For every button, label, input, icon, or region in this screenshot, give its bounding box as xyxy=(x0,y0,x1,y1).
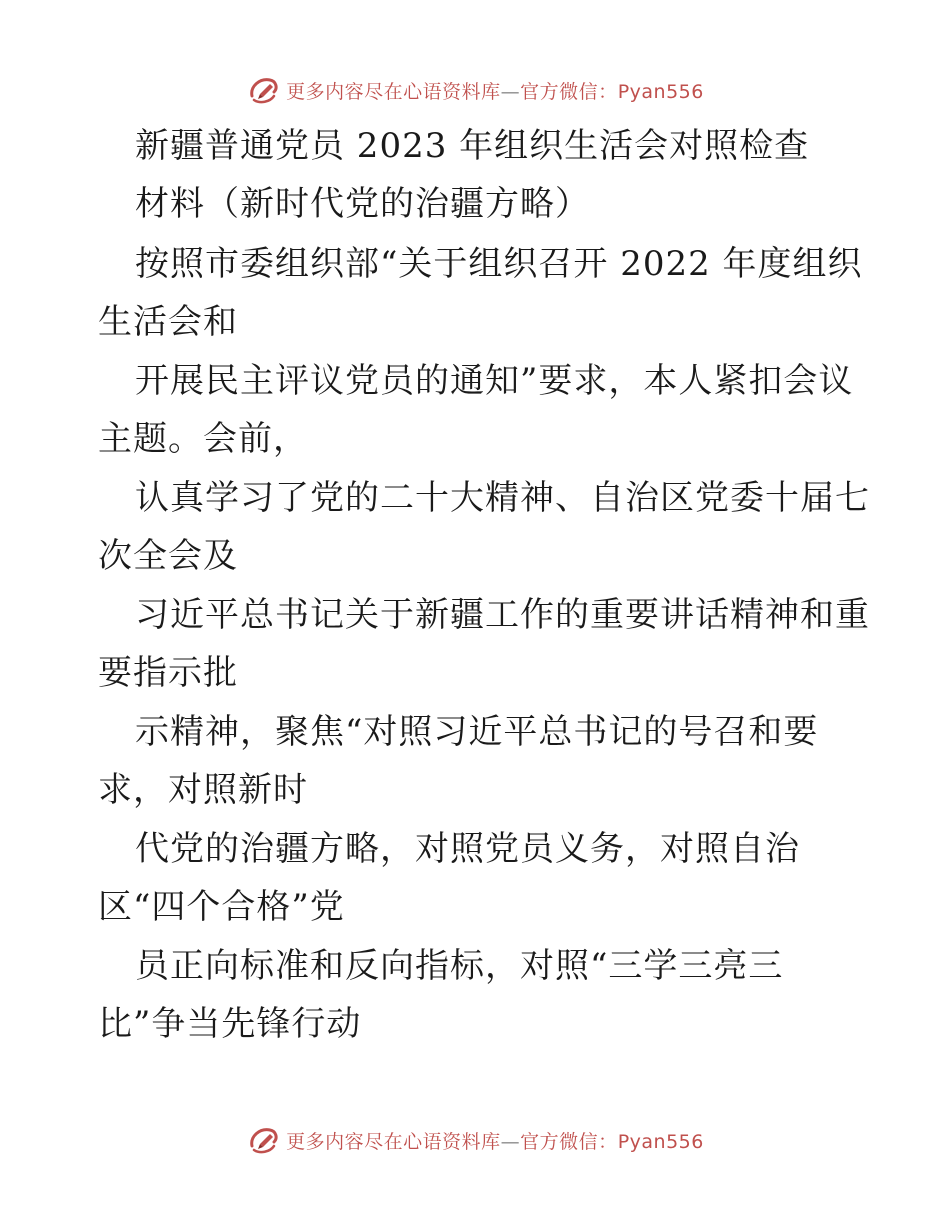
watermark-main: 更多内容尽在心语资料库 xyxy=(286,80,501,103)
watermark-tail: 官方微信： xyxy=(520,1130,618,1153)
watermark-main: 更多内容尽在心语资料库 xyxy=(286,1130,501,1153)
title-line-1: 新疆普通党员 2023 年组织生活会对照检查 xyxy=(135,126,810,166)
paragraph-line: 区“四个合格”党 xyxy=(98,887,345,927)
paragraph-line: 开展民主评议党员的通知”要求，本人紧扣会议 xyxy=(135,361,854,401)
watermark-id: Pyan556 xyxy=(617,1130,704,1153)
footer-watermark xyxy=(0,1120,950,1160)
pen-nib-swirl-icon xyxy=(246,72,282,108)
header-watermark xyxy=(0,70,950,110)
paragraph-line: 代党的治疆方略，对照党员义务，对照自治 xyxy=(135,829,800,869)
paragraph-line: 示精神，聚焦“对照习近平总书记的号召和要 xyxy=(135,712,819,752)
paragraph-line: 求，对照新时 xyxy=(98,770,308,810)
paragraph-line: 员正向标准和反向指标，对照“三学三亮三 xyxy=(135,946,784,986)
paragraph-line: 要指示批 xyxy=(98,653,238,693)
watermark-tail: 官方微信： xyxy=(520,80,618,103)
pen-nib-swirl-icon xyxy=(246,1122,282,1158)
watermark-text xyxy=(286,1127,704,1154)
title-line-2: 材料（新时代党的治疆方略） xyxy=(135,184,590,224)
paragraph-line: 按照市委组织部“关于组织召开 2022 年度组织 xyxy=(135,244,863,284)
paragraph-line: 习近平总书记关于新疆工作的重要讲话精神和重 xyxy=(135,595,870,635)
paragraph-line: 主题。会前， xyxy=(98,419,308,459)
watermark-separator: — xyxy=(500,1130,521,1153)
paragraph-line: 次全会及 xyxy=(98,536,238,576)
watermark-separator: — xyxy=(500,80,521,103)
watermark-id: Pyan556 xyxy=(617,80,704,103)
paragraph-line: 认真学习了党的二十大精神、自治区党委十届七 xyxy=(135,478,870,518)
watermark-text xyxy=(286,77,704,104)
paragraph-line: 比”争当先锋行动 xyxy=(98,1004,362,1044)
paragraph-line: 生活会和 xyxy=(98,302,238,342)
